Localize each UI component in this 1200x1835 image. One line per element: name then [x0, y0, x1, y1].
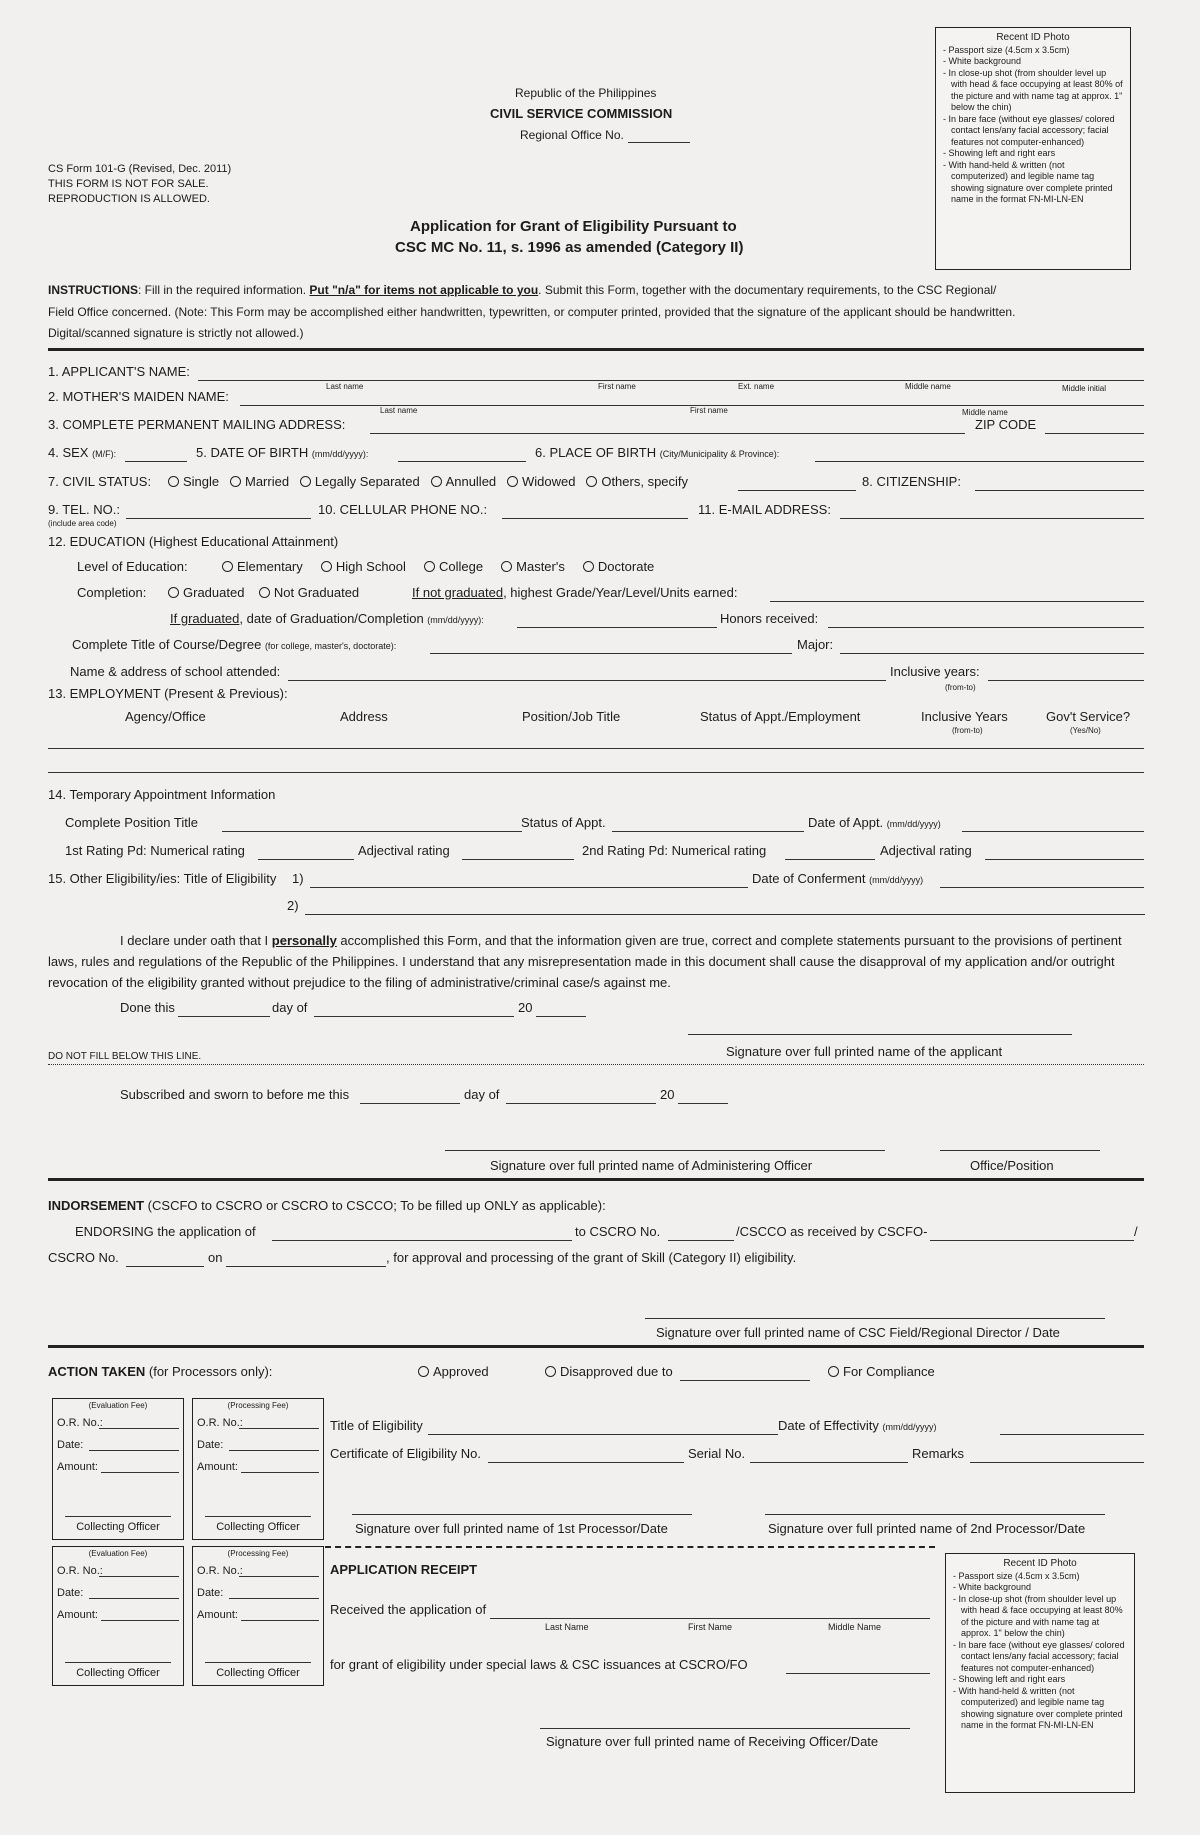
dob-field[interactable]	[398, 461, 526, 462]
instructions-line3: Digital/scanned signature is strictly not allowed.)	[48, 326, 304, 340]
cscro-no-field[interactable]	[668, 1240, 734, 1241]
sworn-year: 20	[660, 1087, 675, 1102]
temp-date-label	[808, 815, 941, 830]
divider	[48, 1178, 1144, 1181]
collecting-officer-label: Collecting Officer	[76, 1667, 160, 1679]
temporary-title: 14. Temporary Appointment Information	[48, 787, 276, 802]
proc-fee-box-1[interactable]	[192, 1398, 324, 1540]
col-label: Ext. name	[738, 382, 775, 391]
receipt-col: Last Name	[545, 1622, 589, 1632]
inclusive-label: Inclusive years:	[890, 664, 980, 679]
photo-box-top[interactable]	[935, 27, 1131, 270]
sworn-day-of: day of	[464, 1087, 500, 1102]
fee-amount-row[interactable]	[197, 1602, 319, 1624]
temp-position-field[interactable]	[222, 831, 522, 832]
school-label: Name & address of school attended:	[70, 664, 281, 679]
radio-college[interactable]	[424, 561, 435, 572]
header-csc: CIVIL SERVICE COMMISSION	[490, 106, 673, 121]
radio-widowed[interactable]	[507, 476, 518, 487]
fee-label: Date:	[57, 1587, 84, 1599]
option-label: High School	[335, 559, 406, 574]
grad-emph: If graduated	[170, 611, 240, 626]
processor1-signature-label: Signature over full printed name of 1st Processor/Date	[355, 1521, 668, 1536]
fee-amount-row[interactable]	[197, 1454, 319, 1476]
employment-row[interactable]	[48, 772, 1144, 773]
adj2-label: Adjectival rating	[880, 843, 972, 858]
instructions-line1	[48, 283, 996, 297]
oath-text: I declare under oath that I	[120, 933, 272, 948]
fee-label: O.R. No.:	[57, 1417, 103, 1429]
photo-req: - Passport size (4.5cm x 3.5cm)	[961, 1571, 1128, 1583]
fee-label: O.R. No.:	[197, 1565, 243, 1577]
photo-req: - With hand-held & written (not computerized) and legible name tag showing signature over complete printed name in the format FN-MI-LN-EN	[961, 1686, 1128, 1732]
on-date-field[interactable]	[226, 1266, 386, 1267]
instructions-label: INSTRUCTIONS	[48, 283, 138, 297]
rating2-label: 2nd Rating Pd: Numerical rating	[582, 843, 767, 858]
for-grant-label: for grant of eligibility under special laws & CSC issuances at CSCRO/FO	[330, 1657, 748, 1672]
honors-field[interactable]	[828, 627, 1144, 628]
other-elig-title: 15. Other Eligibility/ies: Title of Eligibility	[48, 871, 277, 886]
instructions-text: . Submit this Form, together with the documentary requirements, to the CSC Regional/	[538, 283, 997, 297]
reproduction-allowed: REPRODUCTION IS ALLOWED.	[48, 193, 210, 205]
email-field[interactable]	[840, 518, 1144, 519]
compliance-option[interactable]	[828, 1364, 935, 1379]
instructions-text: : Fill in the required information.	[138, 283, 310, 297]
inclusive-field[interactable]	[988, 680, 1144, 681]
completion-options[interactable]	[168, 585, 359, 600]
admin-signature-field[interactable]	[445, 1150, 885, 1151]
radio-masters[interactable]	[501, 561, 512, 572]
divider	[48, 1064, 1144, 1065]
dob-label	[196, 445, 368, 460]
fee-date-row[interactable]	[57, 1580, 179, 1602]
title-eligibility-field[interactable]	[428, 1434, 778, 1435]
fee-label: Amount:	[57, 1461, 98, 1473]
cscro-no2-field[interactable]	[126, 1266, 204, 1267]
director-signature-label: Signature over full printed name of CSC Field/Regional Director / Date	[656, 1325, 1060, 1340]
pob-sub: (City/Municipality & Province):	[659, 449, 780, 459]
fee-amount-row[interactable]	[57, 1454, 179, 1476]
emp-col-status: Status of Appt./Employment	[700, 709, 861, 724]
option-label: Elementary	[237, 559, 303, 574]
others-specify-field[interactable]	[738, 490, 856, 491]
option-label: Disapproved due to	[560, 1364, 673, 1379]
honors-label: Honors received:	[720, 611, 819, 626]
radio-annulled[interactable]	[431, 476, 442, 487]
emp-col-position: Position/Job Title	[522, 709, 621, 724]
photo-box-title: Recent ID Photo	[996, 32, 1070, 43]
fee-date-row[interactable]	[197, 1580, 319, 1602]
rating1-label: 1st Rating Pd: Numerical rating	[65, 843, 245, 858]
tel-field[interactable]	[126, 518, 311, 519]
fee-or-row[interactable]	[197, 1558, 319, 1580]
option-label: Doctorate	[597, 559, 655, 574]
dob-text: 5. DATE OF BIRTH	[196, 445, 309, 460]
fee-label: O.R. No.:	[197, 1417, 243, 1429]
radio-doctorate[interactable]	[583, 561, 594, 572]
radio-compliance[interactable]	[828, 1366, 839, 1377]
civil-status-options[interactable]	[168, 474, 688, 489]
photo-req: - White background	[961, 1582, 1128, 1594]
conferment-field[interactable]	[940, 887, 1144, 888]
form-number: CS Form 101-G (Revised, Dec. 2011)	[48, 163, 232, 175]
citizenship-label: 8. CITIZENSHIP:	[862, 474, 961, 489]
indorsement-label: INDORSEMENT	[48, 1198, 145, 1213]
receipt-col: Middle Name	[828, 1622, 882, 1632]
sworn-year-field[interactable]	[678, 1103, 728, 1104]
cscfo-field[interactable]	[930, 1240, 1134, 1241]
instructions-na: Put "n/a" for items not applicable to you	[309, 283, 539, 297]
year-label: 20	[518, 1000, 533, 1015]
education-title: 12. EDUCATION (Highest Educational Attainment)	[48, 534, 339, 549]
other-n1: 1)	[292, 871, 304, 886]
emp-col-gov-sub: (Yes/No)	[1070, 726, 1101, 735]
approval-text: , for approval and processing of the grant of Skill (Category II) eligibility.	[386, 1250, 797, 1265]
remarks-field[interactable]	[970, 1462, 1144, 1463]
done-day-field[interactable]	[178, 1016, 270, 1017]
office-position-field[interactable]	[940, 1150, 1100, 1151]
sex-text: 4. SEX	[48, 445, 89, 460]
processor2-signature-label: Signature over full printed name of 2nd Processor/Date	[768, 1521, 1086, 1536]
oath-line1	[120, 933, 1122, 948]
processor2-signature-field[interactable]	[765, 1514, 1105, 1515]
to-cscro-label: to CSCRO No.	[575, 1224, 661, 1239]
option-label: Graduated	[183, 585, 245, 600]
option-label: Others, specify	[601, 474, 689, 489]
instructions-line2: Field Office concerned. (Note: This Form may be accomplished either handwritten, typewritten, or computer printed, provided that the signature of the applicant should be handwritten.	[48, 305, 1016, 319]
fee-caption: (Evaluation Fee)	[88, 1401, 148, 1410]
date-effectivity-label	[778, 1418, 937, 1433]
other-elig-1-field[interactable]	[310, 887, 748, 888]
radio-legally-separated[interactable]	[300, 476, 311, 487]
action-sub: (for Processors only):	[145, 1364, 273, 1379]
fee-date-row[interactable]	[57, 1432, 179, 1454]
emp-col-years: Inclusive Years	[921, 709, 1008, 724]
course-field[interactable]	[430, 653, 792, 654]
adj1-field[interactable]	[462, 859, 574, 860]
remarks-label: Remarks	[912, 1446, 965, 1461]
rating2-field[interactable]	[785, 859, 875, 860]
done-year-field[interactable]	[536, 1016, 586, 1017]
photo-req: - In close-up shot (from shoulder level up with head & face occupying at least 80% of the picture and with name tag at approx. 1" below the chin)	[951, 68, 1124, 114]
option-label: Single	[183, 474, 220, 489]
conferment-sub: (mm/dd/yyyy)	[869, 875, 924, 885]
option-label: Annulled	[445, 474, 497, 489]
received-label: Received the application of	[330, 1602, 487, 1617]
zip-label: ZIP CODE	[975, 417, 1037, 432]
day-of-label: day of	[272, 1000, 308, 1015]
level-label: Level of Education:	[77, 559, 188, 574]
fee-caption: (Processing Fee)	[227, 1401, 289, 1410]
fee-label: Date:	[197, 1587, 224, 1599]
cell-label: 10. CELLULAR PHONE NO.:	[318, 502, 488, 517]
applicant-signature-label: Signature over full printed name of the applicant	[726, 1044, 1003, 1059]
conferment-label	[752, 871, 923, 886]
serial-field[interactable]	[750, 1462, 908, 1463]
fee-amount-row[interactable]	[57, 1602, 179, 1624]
other-n2: 2)	[287, 898, 299, 913]
option-label: College	[438, 559, 484, 574]
disapproved-option[interactable]	[545, 1364, 673, 1379]
grad-sub: (mm/dd/yyyy):	[427, 615, 484, 625]
option-label: Widowed	[522, 474, 576, 489]
units-earned-field[interactable]	[770, 601, 1144, 602]
citizenship-field[interactable]	[975, 490, 1144, 491]
employment-title: 13. EMPLOYMENT (Present & Previous):	[48, 686, 288, 701]
course-label	[72, 637, 396, 652]
date-effectivity-field[interactable]	[1000, 1434, 1144, 1435]
serial-label: Serial No.	[688, 1446, 746, 1461]
photo-req: - White background	[951, 56, 1124, 68]
sex-label	[48, 445, 116, 460]
fee-label: O.R. No.:	[57, 1565, 103, 1577]
oath-line3: revocation of the eligibility granted without prejudice to the filing of administrative/criminal case/s against me.	[48, 975, 671, 990]
divider	[48, 348, 1144, 351]
sex-sub: (M/F):	[92, 449, 117, 459]
proc-fee-box-2[interactable]	[192, 1546, 324, 1686]
receipt-col: First Name	[688, 1622, 733, 1632]
dob-sub: (mm/dd/yyyy):	[311, 449, 369, 459]
radio-high-school[interactable]	[321, 561, 332, 572]
photo-box-bottom[interactable]	[945, 1553, 1135, 1793]
not-grad-emph: If not graduated	[412, 585, 504, 600]
oath-emph: personally	[271, 933, 337, 948]
photo-req: - Passport size (4.5cm x 3.5cm)	[951, 45, 1124, 57]
tel-sub: (include area code)	[48, 519, 117, 528]
cscro-fo-field[interactable]	[786, 1673, 930, 1674]
admin-signature-label: Signature over full printed name of Administering Officer	[490, 1158, 813, 1173]
col-label: Middle name	[962, 408, 1008, 417]
temp-date-text: Date of Appt.	[808, 815, 884, 830]
emp-col-years-sub: (from-to)	[952, 726, 983, 735]
radio-single[interactable]	[168, 476, 179, 487]
fee-label: Amount:	[57, 1609, 98, 1621]
email-label: 11. E-MAIL ADDRESS:	[698, 502, 831, 517]
sworn-label: Subscribed and sworn to before me this	[120, 1087, 350, 1102]
option-label: For Compliance	[843, 1364, 935, 1379]
radio-graduated[interactable]	[168, 587, 179, 598]
adj1-label: Adjectival rating	[358, 843, 450, 858]
eval-fee-box-2[interactable]	[52, 1546, 184, 1686]
rating1-field[interactable]	[258, 859, 354, 860]
office-position-label: Office/Position	[970, 1158, 1054, 1173]
graduated-label	[170, 611, 484, 626]
level-options[interactable]	[222, 559, 654, 574]
emp-col-gov: Gov't Service?	[1046, 709, 1131, 724]
done-month-field[interactable]	[314, 1016, 514, 1017]
sworn-month-field[interactable]	[506, 1103, 656, 1104]
civil-status-label: 7. CIVIL STATUS:	[48, 474, 152, 489]
grad-rest: , date of Graduation/Completion	[239, 611, 424, 626]
receipt-title: APPLICATION RECEIPT	[330, 1562, 478, 1577]
pob-text: 6. PLACE OF BIRTH	[535, 445, 657, 460]
temp-status-label: Status of Appt.	[521, 815, 606, 830]
option-label: Master's	[516, 559, 565, 574]
other-elig-2-field[interactable]	[305, 914, 1145, 915]
tel-label: 9. TEL. NO.:	[48, 502, 121, 517]
major-field[interactable]	[840, 653, 1144, 654]
fee-caption: (Processing Fee)	[227, 1549, 289, 1558]
option-label: Not Graduated	[273, 585, 360, 600]
adj2-field[interactable]	[985, 859, 1144, 860]
photo-req: - In close-up shot (from shoulder level up with head & face occupying at least 80% of the picture and with name tag at approx. 1" below the chin)	[961, 1594, 1128, 1640]
photo-req: - With hand-held & written (not computerized) and legible name tag showing signature over complete printed name in the format FN-MI-LN-EN	[951, 160, 1124, 206]
fee-date-row[interactable]	[197, 1432, 319, 1454]
mothers-maiden-label: 2. MOTHER'S MAIDEN NAME:	[48, 389, 229, 404]
pob-label	[535, 445, 779, 460]
fee-label: Date:	[57, 1439, 84, 1451]
fee-label: Amount:	[197, 1609, 238, 1621]
director-signature-field[interactable]	[645, 1318, 1105, 1319]
fee-caption: (Evaluation Fee)	[88, 1549, 148, 1558]
major-label: Major:	[797, 637, 834, 652]
received-name-field[interactable]	[490, 1618, 930, 1619]
temp-date-field[interactable]	[962, 831, 1144, 832]
address-label: 3. COMPLETE PERMANENT MAILING ADDRESS:	[48, 417, 346, 432]
collecting-officer-label: Collecting Officer	[216, 1667, 300, 1679]
radio-disapproved[interactable]	[545, 1366, 556, 1377]
photo-req: - In bare face (without eye glasses/ colored contact lens/any facial accessory; facial features not computer-enhanced)	[951, 114, 1124, 149]
pob-field[interactable]	[815, 461, 1144, 462]
photo-req: - Showing left and right ears	[951, 148, 1124, 160]
date-eff-text: Date of Effectivity	[778, 1418, 879, 1433]
fee-label: Date:	[197, 1439, 224, 1451]
applicant-name-label: 1. APPLICANT'S NAME:	[48, 364, 190, 379]
title-eligibility-label: Title of Eligibility	[330, 1418, 423, 1433]
endorsing-label: ENDORSING the application of	[75, 1224, 256, 1239]
endorsing-name-field[interactable]	[272, 1240, 572, 1241]
date-eff-sub: (mm/dd/yyyy)	[882, 1422, 937, 1432]
not-grad-rest: , highest Grade/Year/Level/Units earned:	[503, 585, 738, 600]
oath-text: accomplished this Form, and that the information given are true, correct and complete statements pursuant to the provisions of pertinent	[336, 933, 1122, 948]
fee-or-row[interactable]	[57, 1410, 179, 1432]
collecting-officer-label: Collecting Officer	[216, 1521, 300, 1533]
col-label: Middle initial	[1062, 384, 1107, 393]
option-label: Legally Separated	[314, 474, 420, 489]
conferment-text: Date of Conferment	[752, 871, 866, 886]
radio-married[interactable]	[230, 476, 241, 487]
cscro-no-label: CSCRO No.	[48, 1250, 119, 1265]
photo-box-title: Recent ID Photo	[1003, 1558, 1077, 1569]
photo-req: - Showing left and right ears	[961, 1674, 1128, 1686]
processor1-signature-field[interactable]	[352, 1514, 692, 1515]
col-label: Middle name	[905, 382, 951, 391]
radio-others[interactable]	[586, 476, 597, 487]
temp-position-label: Complete Position Title	[65, 815, 198, 830]
disapproved-reason-field[interactable]	[680, 1380, 810, 1381]
cscco-label: /CSCCO as received by CSCFO-	[736, 1224, 928, 1239]
indorsement-line	[48, 1198, 606, 1213]
radio-approved[interactable]	[418, 1366, 429, 1377]
not-graduated-label	[412, 585, 737, 600]
school-field[interactable]	[288, 680, 886, 681]
form-title-line1: Application for Grant of Eligibility Pursuant to	[410, 218, 737, 235]
course-sub: (for college, master's, doctorate):	[264, 641, 397, 651]
approved-option[interactable]	[418, 1364, 489, 1379]
indorsement-desc: (CSCFO to CSCRO or CSCRO to CSCCO; To be filled up ONLY as applicable):	[144, 1198, 606, 1213]
radio-elementary[interactable]	[222, 561, 233, 572]
cut-line	[325, 1546, 935, 1548]
graduation-date-field[interactable]	[517, 627, 717, 628]
header-republic: Republic of the Philippines	[515, 86, 657, 100]
do-not-fill-label: DO NOT FILL BELOW THIS LINE.	[48, 1051, 202, 1062]
address-field[interactable]	[370, 433, 965, 434]
sex-field[interactable]	[125, 461, 187, 462]
photo-req: - In bare face (without eye glasses/ colored contact lens/any facial accessory; facial features not computer-enhanced)	[961, 1640, 1128, 1675]
col-label: First name	[598, 382, 636, 391]
slash: /	[1134, 1224, 1138, 1239]
action-label: ACTION TAKEN	[48, 1364, 146, 1379]
col-label: First name	[690, 406, 728, 415]
regional-office-field[interactable]	[628, 142, 690, 143]
temp-date-sub: (mm/dd/yyyy)	[886, 819, 941, 829]
option-label: Married	[244, 474, 290, 489]
divider	[48, 1345, 1144, 1348]
applicant-name-field[interactable]	[198, 380, 1144, 381]
done-this-label: Done this	[120, 1000, 175, 1015]
fee-label: Amount:	[197, 1461, 238, 1473]
cert-no-field[interactable]	[488, 1462, 684, 1463]
col-label: Last name	[380, 406, 418, 415]
sworn-day-field[interactable]	[360, 1103, 460, 1104]
course-text: Complete Title of Course/Degree	[72, 637, 262, 652]
emp-col-agency: Agency/Office	[125, 709, 206, 724]
oath-line2: laws, rules and regulations of the Republic of the Philippines. I understand that any misrepresentation made in this document shall cause the disapproval of my application and/or outright	[48, 954, 1115, 969]
collecting-officer-label: Collecting Officer	[76, 1521, 160, 1533]
cell-field[interactable]	[502, 518, 688, 519]
form-title-line2: CSC MC No. 11, s. 1996 as amended (Category II)	[395, 239, 744, 256]
action-taken-title	[48, 1364, 272, 1379]
eval-fee-box-1[interactable]	[52, 1398, 184, 1540]
applicant-signature-field[interactable]	[688, 1034, 1072, 1035]
radio-not-graduated[interactable]	[259, 587, 270, 598]
option-label: Approved	[433, 1364, 489, 1379]
cert-no-label: Certificate of Eligibility No.	[330, 1446, 481, 1461]
fee-or-row[interactable]	[197, 1410, 319, 1432]
receiving-officer-signature-field[interactable]	[540, 1728, 910, 1729]
zip-field[interactable]	[1045, 433, 1144, 434]
inclusive-sub: (from-to)	[945, 683, 976, 692]
fee-or-row[interactable]	[57, 1558, 179, 1580]
completion-label: Completion:	[77, 585, 147, 600]
on-label: on	[208, 1250, 223, 1265]
employment-row[interactable]	[48, 748, 1144, 749]
not-for-sale: THIS FORM IS NOT FOR SALE.	[48, 178, 209, 190]
col-label: Last name	[326, 382, 364, 391]
emp-col-address: Address	[340, 709, 388, 724]
temp-status-field[interactable]	[612, 831, 804, 832]
receiving-officer-signature-label: Signature over full printed name of Receiving Officer/Date	[546, 1734, 879, 1749]
header-regional-office: Regional Office No.	[520, 128, 624, 142]
